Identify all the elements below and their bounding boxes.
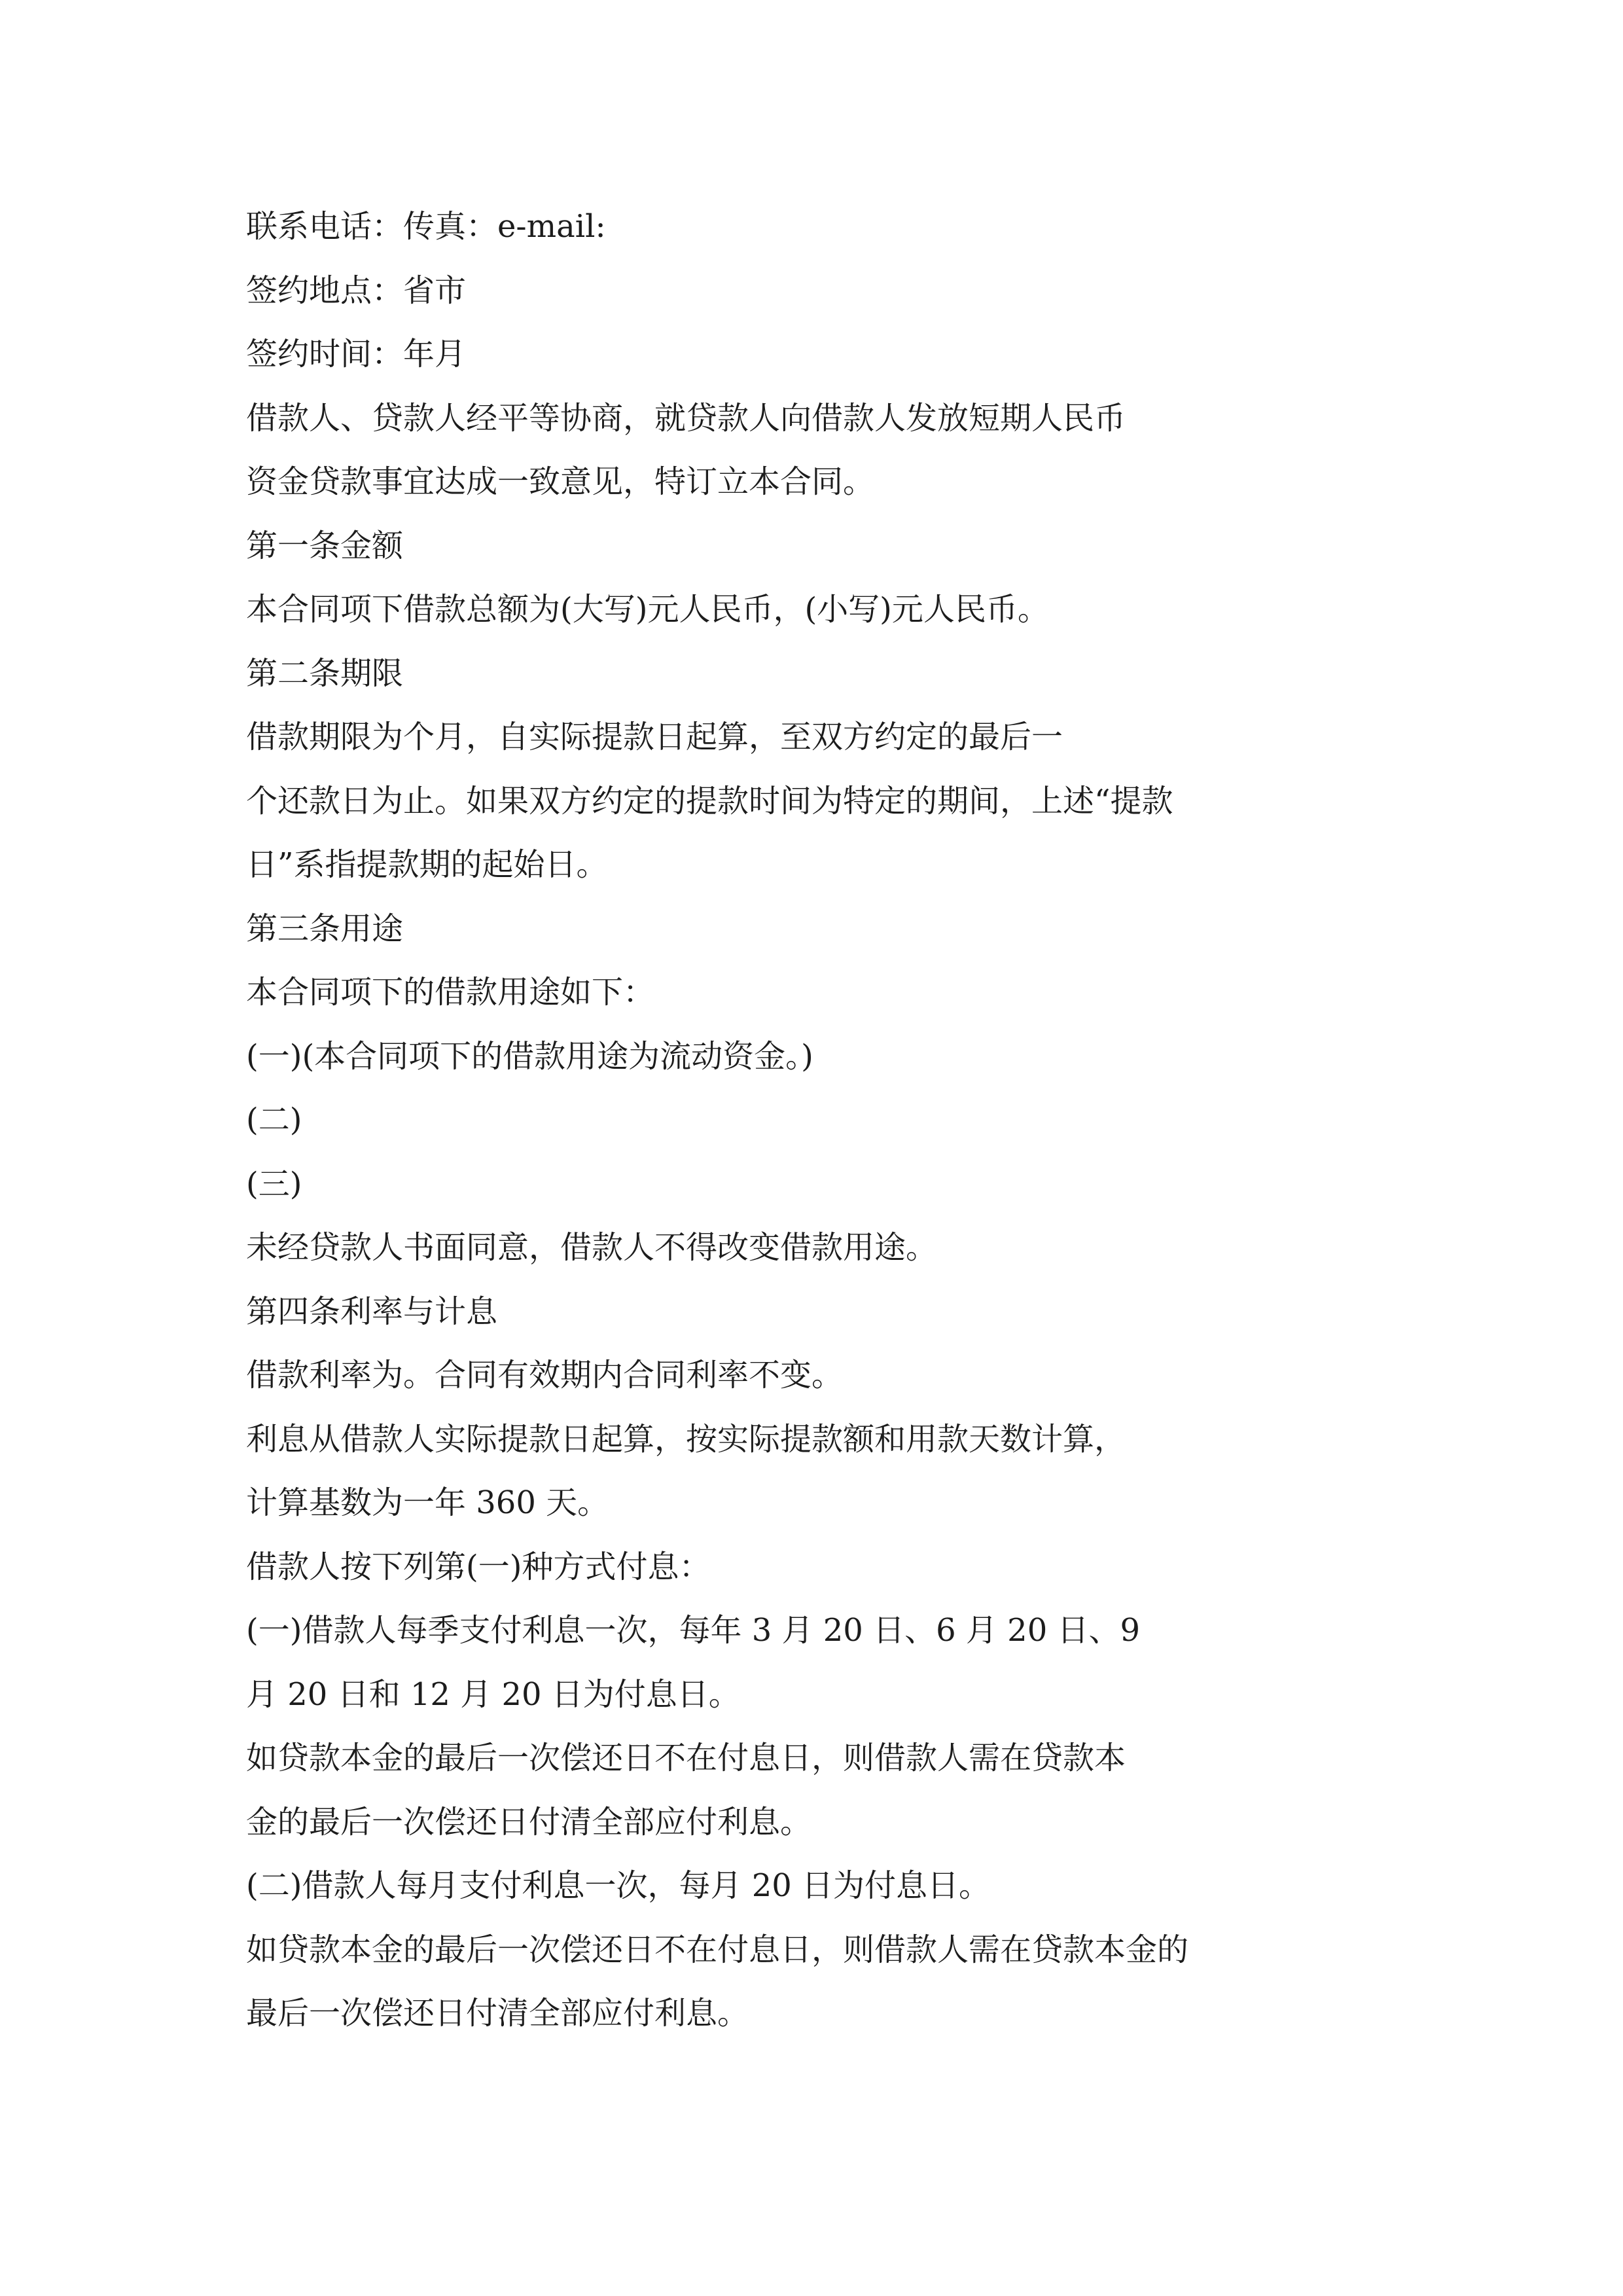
article-text: 本合同项下借款总额为(大写)元人民币，(小写)元人民币。 bbox=[246, 591, 1049, 628]
article-text: 利息从借款人实际提款日起算，按实际提款额和用款天数计算， bbox=[246, 1420, 1126, 1458]
document-body bbox=[246, 195, 1267, 2046]
list-item: (一)借款人每季支付利息一次，每年 3 月 20 日、6 月 20 日、9 bbox=[246, 1612, 1141, 1649]
preamble-line: 借款人、贷款人经平等协商，就贷款人向借款人发放短期人民币 bbox=[246, 399, 1126, 437]
article-text: 如贷款本金的最后一次偿还日不在付息日，则借款人需在贷款本金的 bbox=[246, 1931, 1189, 1968]
contact-line: 联系电话：传真：e-mail: bbox=[246, 208, 606, 245]
article-text: 借款人按下列第(一)种方式付息： bbox=[246, 1548, 711, 1585]
preamble-line: 资金贷款事宜达成一致意见，特订立本合同。 bbox=[246, 463, 875, 500]
article-text: 本合同项下的借款用途如下： bbox=[246, 974, 655, 1011]
article-text: 未经贷款人书面同意，借款人不得改变借款用途。 bbox=[246, 1229, 938, 1266]
article-text: 计算基数为一年 360 天。 bbox=[246, 1484, 609, 1521]
signing-place-line: 签约地点：省市 bbox=[246, 272, 467, 309]
list-item: (三) bbox=[246, 1165, 302, 1202]
article-text: 金的最后一次偿还日付清全部应付利息。 bbox=[246, 1803, 812, 1840]
article-heading: 第三条用途 bbox=[246, 910, 404, 947]
signing-time-line: 签约时间：年月 bbox=[246, 336, 467, 372]
article-text: 借款期限为个月，自实际提款日起算，至双方约定的最后一 bbox=[246, 719, 1063, 755]
list-item: (二) bbox=[246, 1102, 302, 1138]
list-item: (一)(本合同项下的借款用途为流动资金。) bbox=[246, 1037, 813, 1075]
article-text: 借款利率为。合同有效期内合同利率不变。 bbox=[246, 1357, 844, 1393]
article-text: 日”系指提款期的起始日。 bbox=[246, 846, 608, 883]
list-item: 月 20 日和 12 月 20 日为付息日。 bbox=[246, 1676, 740, 1713]
article-text: 个还款日为止。如果双方约定的提款时间为特定的期间，上述“提款 bbox=[246, 782, 1173, 819]
article-heading: 第二条期限 bbox=[246, 655, 404, 692]
article-heading: 第一条金额 bbox=[246, 527, 404, 564]
article-heading: 第四条利率与计息 bbox=[246, 1293, 498, 1330]
article-text: 如贷款本金的最后一次偿还日不在付息日，则借款人需在贷款本 bbox=[246, 1740, 1126, 1776]
article-text: 最后一次偿还日付清全部应付利息。 bbox=[246, 1995, 749, 2032]
list-item: (二)借款人每月支付利息一次，每月 20 日为付息日。 bbox=[246, 1867, 991, 1904]
